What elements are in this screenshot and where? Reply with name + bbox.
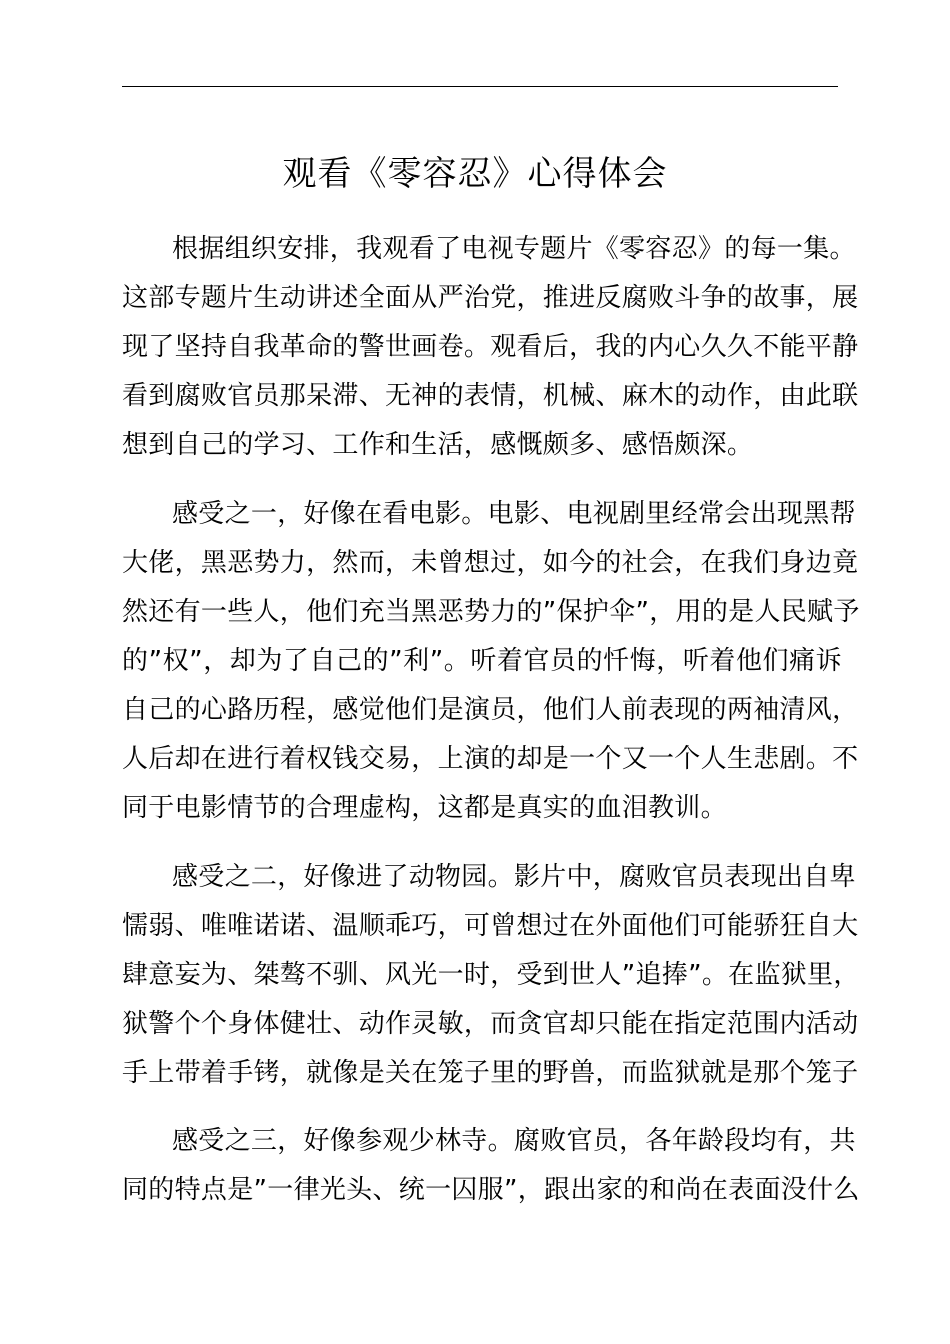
text-line: 现了坚持自我革命的警世画卷。观看后，我的内心久久不能平静 <box>122 332 859 362</box>
text-line: 根据组织安排，我观看了电视专题片《零容忍》的每一集。 <box>172 234 856 264</box>
text-line: 的”权”，却为了自己的”利”。听着官员的忏悔，听着他们痛诉 <box>122 646 842 676</box>
text-line: 想到自己的学习、工作和生活，感慨颇多、感悟颇深。 <box>122 430 754 460</box>
text-line: 大佬，黑恶势力，然而，未曾想过，如今的社会，在我们身边竟 <box>122 548 859 578</box>
text-line: 懦弱、唯唯诺诺、温顺乖巧，可曾想过在外面他们可能骄狂自大 <box>122 911 859 941</box>
text-line: 感受之二，好像进了动物园。影片中，腐败官员表现出自卑 <box>172 862 856 892</box>
text-line: 看到腐败官员那呆滞、无神的表情，机械、麻木的动作，由此联 <box>122 381 859 411</box>
text-line: 狱警个个身体健壮、动作灵敏，而贪官却只能在指定范围内活动 <box>122 1009 859 1039</box>
text-line: 肆意妄为、桀骜不驯、风光一时，受到世人”追捧”。在监狱里， <box>122 960 860 990</box>
text-line: 自己的心路历程，感觉他们是演员，他们人前表现的两袖清风， <box>122 695 859 725</box>
header-rule <box>122 86 838 87</box>
paragraph-1 <box>122 225 859 470</box>
text-line: 感受之一，好像在看电影。电影、电视剧里经常会出现黑帮 <box>172 499 856 529</box>
text-line: 感受之三，好像参观少林寺。腐败官员，各年龄段均有，共 <box>172 1126 856 1156</box>
text-line: 同的特点是”一律光头、统一囚服”，跟出家的和尚在表面没什么 <box>122 1175 860 1205</box>
text-line: 这部专题片生动讲述全面从严治党，推进反腐败斗争的故事，展 <box>122 283 859 313</box>
paragraph-2 <box>122 490 860 833</box>
text-line: 手上带着手铐，就像是关在笼子里的野兽，而监狱就是那个笼子 <box>122 1058 859 1088</box>
paragraph-4 <box>122 1117 860 1215</box>
text-line: 同于电影情节的合理虚构，这都是真实的血泪教训。 <box>122 793 727 823</box>
document-title: 观看《零容忍》心得体会 <box>282 154 668 194</box>
paragraph-3 <box>122 853 860 1098</box>
text-line: 人后却在进行着权钱交易，上演的却是一个又一个人生悲剧。不 <box>122 744 859 774</box>
text-line: 然还有一些人，他们充当黑恶势力的”保护伞”，用的是人民赋予 <box>122 597 860 627</box>
